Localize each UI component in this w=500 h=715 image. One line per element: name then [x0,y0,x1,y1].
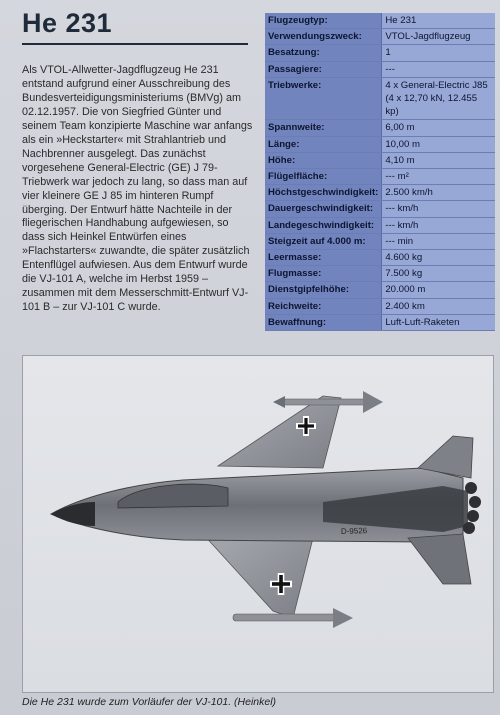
spec-value [382,13,495,29]
spec-value [382,77,495,120]
spec-row [265,201,495,217]
spec-value [382,233,495,249]
upper-wing [218,396,341,468]
aircraft-illustration [23,356,493,692]
description-text: Als VTOL-Allwetter-Jagdflugzeug He 231 entstand aufgrund einer Ausschreibung des Bundesverteidigungsministeriums (BMVg) am 02.12.1957. Die von Siegfried Günter und seinem Team konzipierte Maschine war anfangs als ein »Heckstarter« mit Strahlantrieb und Nachbrenner ausgelegt. Das zunächst vorgesehene General-Electric (GE) J 79-Triebwerk war jedoch zu lang, so dass man auf vier kleinere GE J 85 im hinteren Rumpf überging. Der Entwurf hätte Nachteile in der fliegerischen Handhabung aufgewiesen, so dass sich Heinkel Entwürfen eines »Flachstarters« zuwandte, die später zusätzlich Entenflügel aufwiesen. Aus dem Entwurf wurde die VJ-101 A, welche im Herbst 1959 – zusammen mit dem Messerschmitt-Entwurf VJ-101 B – zur VJ-101 C wurde. [22,64,253,314]
spec-row [265,13,495,29]
spec-value-line: 2.500 km/h [385,187,433,199]
spec-label: Dienstgipfelhöhe: [265,282,382,298]
spec-value [382,152,495,168]
photo-caption: Die He 231 wurde zum Vorläufer der VJ-101. (Heinkel) [22,696,277,708]
specifications-table [265,13,495,331]
spec-label: Flugmasse: [265,266,382,282]
spec-label: Spannweite: [265,120,382,136]
lower-wing [203,534,313,618]
spec-value-line: 7.500 kg [385,268,423,280]
spec-value [382,45,495,61]
horizontal-tail [408,534,471,584]
page-title: He 231 [22,8,113,38]
spec-label: Flugzeugtyp: [265,13,382,29]
spec-label: Länge: [265,136,382,152]
spec-value-line: He 231 [385,15,417,26]
spec-label: Dauergeschwindigkeit: [265,201,382,217]
spec-value-line: --- m² [385,171,409,183]
spec-row [265,45,495,61]
spec-label: Triebwerke: [265,77,382,120]
spec-label: Passagiere: [265,61,382,77]
spec-label: Reichweite: [265,298,382,314]
spec-row [265,29,495,45]
spec-value-line: 4.600 kg [385,252,423,264]
spec-row [265,250,495,266]
spec-row [265,136,495,152]
spec-label: Besatzung: [265,45,382,61]
spec-value-line: 2.400 km [385,300,425,312]
spec-value-line: 4 x General-Electric J85 [385,79,488,91]
spec-row [265,120,495,136]
spec-row [265,152,495,168]
spec-row [265,282,495,298]
spec-value [382,29,495,45]
spec-row [265,314,495,330]
title-underline [22,43,248,45]
spec-value-line: --- min [385,235,414,247]
spec-label: Höchstgeschwindigkeit: [265,185,382,201]
spec-row [265,298,495,314]
spec-label: Landegeschwindigkeit: [265,217,382,233]
spec-row [265,77,495,120]
spec-value [382,250,495,266]
aircraft-photo [22,355,494,693]
spec-value [382,314,495,330]
spec-row [265,217,495,233]
spec-row [265,233,495,249]
registration-code: D-9526 [340,526,368,536]
spec-label: Bewaffnung: [265,314,382,330]
spec-row [265,169,495,185]
spec-value-line: VTOL-Jagdflugzeug [385,31,471,43]
spec-value [382,136,495,152]
spec-value-line: 10,00 m [385,138,421,150]
spec-value [382,217,495,233]
spec-label: Steigzeit auf 4.000 m: [265,233,382,249]
spec-value [382,282,495,298]
spec-value [382,61,495,77]
spec-value [382,201,495,217]
spec-value-line: --- [385,63,395,75]
spec-value-line: 6,00 m [385,122,415,134]
spec-label: Flügelfläche: [265,169,382,185]
spec-row [265,185,495,201]
spec-value-line: --- km/h [385,219,419,231]
spec-value [382,266,495,282]
spec-label: Höhe: [265,152,382,168]
spec-value [382,120,495,136]
spec-row [265,266,495,282]
spec-label: Leermasse: [265,250,382,266]
spec-value-line: 1 [385,47,391,59]
spec-value-line: 20.000 m [385,284,426,296]
spec-value-line-2: (4 x 12,70 kN, 12.455 kp) [385,93,478,118]
spec-value-line: --- km/h [385,203,419,215]
spec-row [265,61,495,77]
spec-value-line: Luft-Luft-Raketen [385,316,460,328]
spec-label: Verwendungszweck: [265,29,382,45]
nose-cone [51,502,95,526]
spec-value [382,298,495,314]
spec-value [382,169,495,185]
spec-value-line: 4,10 m [385,154,415,166]
spec-value [382,185,495,201]
